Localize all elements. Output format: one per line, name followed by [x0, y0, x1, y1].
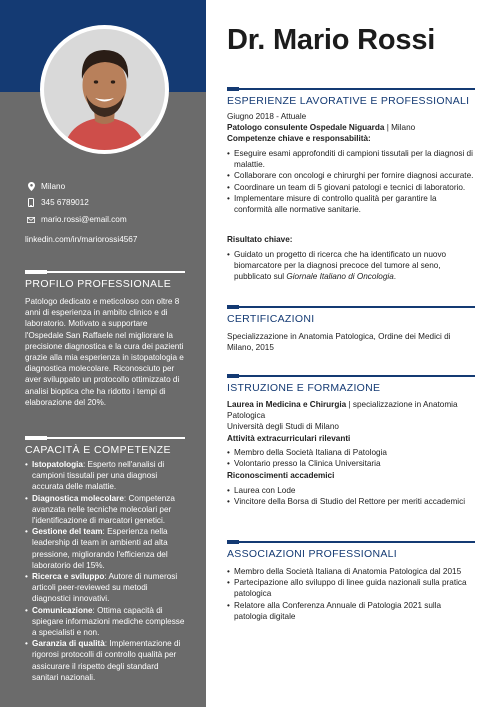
contact-linkedin-text[interactable]: linkedin.com/in/mariorossi4567	[25, 235, 138, 244]
experience-heading-rule	[227, 88, 475, 90]
education-heading-rule	[227, 375, 475, 377]
experience-skills-label: Competenze chiave e responsabilità:	[227, 134, 371, 144]
contact-email-text[interactable]: mario.rossi@email.com	[41, 215, 127, 224]
experience-heading-text: ESPERIENZE LAVORATIVE E PROFESSIONALI	[227, 95, 470, 107]
profile-photo	[40, 25, 169, 154]
skill-item: • Istopatologia: Esperto nell'analisi di campioni tissutali per una diagnosi accurata delle malattie.	[25, 459, 187, 493]
skills-heading-text: CAPACITÀ E COMPETENZE	[25, 444, 171, 456]
association-item: • Relatore alla Conferenza Annuale di Patologia 2021 sulla patologia digitale	[227, 600, 475, 622]
awards-list	[227, 485, 475, 507]
experience-block	[227, 111, 475, 145]
contact-phone-text: 345 6789012	[41, 198, 89, 207]
education-degree-extra: | specializzazione in Anatomia Patologica	[227, 400, 458, 421]
experience-role: Patologo consulente Ospedale Niguarda	[227, 123, 385, 133]
contact-location-text: Milano	[41, 182, 66, 191]
associations-heading	[227, 548, 475, 560]
education-degree-line	[227, 399, 475, 421]
responsibility-item: • Implementare misure di controllo qualità per garantire la conformità alle normative sanitarie.	[227, 193, 475, 215]
award-item: • Laurea con Lode	[227, 485, 475, 496]
skills-list	[25, 459, 187, 683]
profile-heading	[25, 278, 185, 290]
experience-responsibilities	[227, 148, 475, 215]
association-item: • Partecipazione allo sviluppo di linee guida nazionali sulla pratica patologica	[227, 577, 475, 599]
profile-photo-illustration	[44, 29, 165, 150]
extracurricular-item: • Volontario presso la Clinica Universitaria	[227, 458, 475, 469]
skill-item: • Ricerca e sviluppo: Autore di numerosi articoli peer-reviewed su metodi diagnostici innovativi.	[25, 571, 187, 605]
association-item: • Membro della Società Italiana di Anatomia Patologica dal 2015	[227, 566, 475, 577]
associations-heading-text: ASSOCIAZIONI PROFESSIONALI	[227, 548, 398, 560]
contact-location	[25, 182, 65, 191]
experience-role-line	[227, 122, 475, 133]
profile-summary: Patologo dedicato e meticoloso con oltre 8 anni di esperienza in ambito clinico e di laboratorio. Motivato a supportare l'Ospedale San Raffaele nel migliorare la precisione diagnostica e la cura dei pazienti grazie alla mia esperienza in istopatologia e diagnostica molecolare. Riconosciuto per aver sviluppato un protocollo ottimizzato di analisi bioptica che ha ridotto i tempi di elaborazione del 20%.	[25, 297, 184, 407]
responsibility-item: • Eseguire esami approfonditi di campioni tissutali per la diagnosi di malattie.	[227, 148, 475, 170]
education-degree: Laurea in Medicina e Chirurgia	[227, 400, 347, 409]
profile-heading-text: PROFILO PROFESSIONALE	[25, 278, 172, 290]
education-block	[227, 399, 475, 444]
extracurricular-item: • Membro della Società Italiana di Patologia	[227, 447, 475, 458]
certifications-heading	[227, 313, 475, 325]
skills-heading-rule	[25, 437, 185, 439]
candidate-name: Dr. Mario Rossi	[227, 24, 436, 56]
award-item: • Vincitore della Borsa di Studio del Rettore per meriti accademici	[227, 496, 475, 507]
sidebar	[0, 0, 206, 707]
contact-linkedin[interactable]	[25, 235, 137, 244]
experience-heading	[227, 95, 475, 107]
certifications-heading-text: CERTIFICAZIONI	[227, 313, 315, 325]
awards-label: Riconoscimenti accademici	[227, 471, 335, 480]
location-pin-icon	[25, 182, 37, 191]
education-heading-text: ISTRUZIONE E FORMAZIONE	[227, 382, 381, 394]
contact-phone	[25, 198, 89, 207]
skill-item: • Garanzia di qualità: Implementazione di rigorosi protocolli di controllo qualità per assicurare il rispetto degli standard sanitari nazionali.	[25, 638, 187, 683]
extracurricular-list	[227, 447, 475, 469]
skill-item: • Comunicazione: Ottima capacità di spiegare informazioni mediche complesse a specialisti e non.	[25, 605, 187, 639]
skills-heading	[25, 444, 185, 456]
associations-list	[227, 566, 475, 622]
responsibility-item: • Coordinare un team di 5 giovani patologi e tecnici di laboratorio.	[227, 182, 475, 193]
profile-heading-rule	[25, 271, 185, 273]
responsibility-item: • Collaborare con oncologi e chirurghi per fornire diagnosi accurate.	[227, 170, 475, 181]
journal-name: Giornale Italiano di Oncologia	[286, 272, 394, 282]
skill-item: • Gestione del team: Esperienza nella leadership di team in ambienti ad alta pressione, migliorando l'efficienza del laboratorio del 15%.	[25, 526, 187, 571]
experience-dates: Giugno 2018 - Attuale	[227, 112, 307, 121]
contact-email[interactable]	[25, 215, 127, 224]
phone-icon	[25, 198, 37, 207]
experience-result-label: Risultato chiave:	[227, 235, 293, 244]
experience-location: | Milano	[384, 123, 416, 133]
education-school: Università degli Studi di Milano	[227, 422, 339, 432]
skill-item: • Diagnostica molecolare: Competenza avanzata nelle tecniche molecolari per l'identificazione di marcatori genetici.	[25, 493, 187, 527]
experience-result-list	[227, 249, 475, 283]
associations-heading-rule	[227, 541, 475, 543]
certifications-heading-rule	[227, 306, 475, 308]
result-item: • Guidato un progetto di ricerca che ha identificato un nuovo biomarcatore per la diagnosi precoce del tumore al seno, pubblicato sul Giornale Italiano di Oncologia.	[227, 249, 475, 283]
certification-text: Specializzazione in Anatomia Patologica, Ordine dei Medici di Milano, 2015	[227, 332, 451, 353]
education-heading	[227, 382, 475, 394]
email-icon	[25, 217, 37, 223]
extracurricular-label: Attività extracurriculari rilevanti	[227, 433, 351, 443]
